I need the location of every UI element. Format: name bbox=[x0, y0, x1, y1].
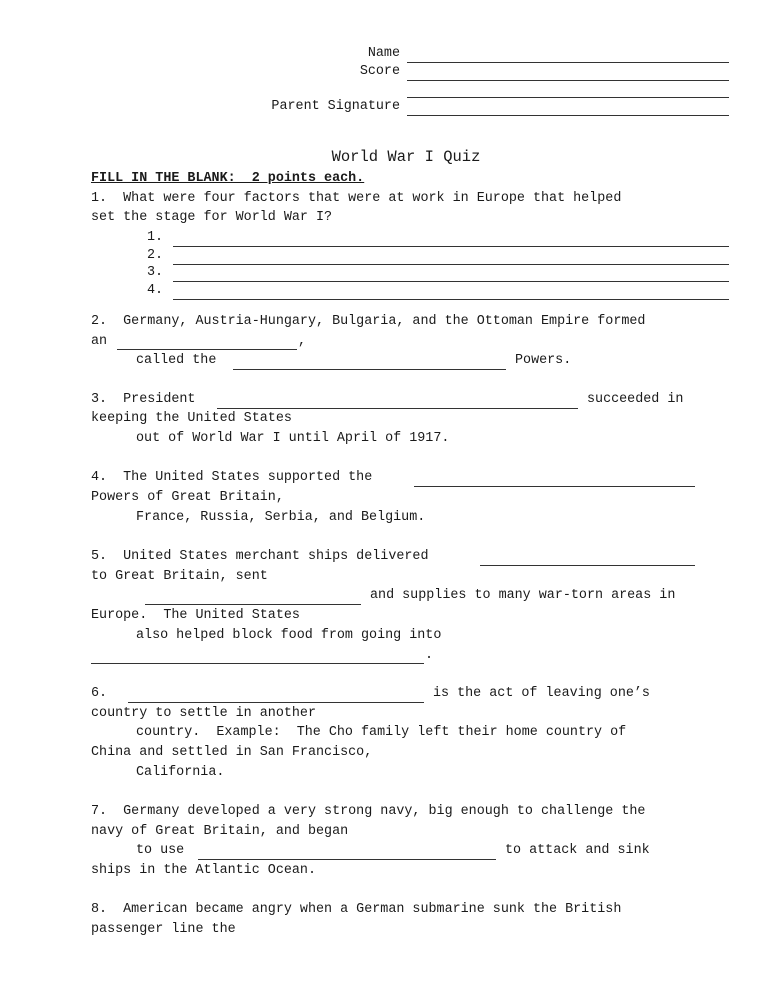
q3-line1-end: succeeded in bbox=[587, 392, 684, 407]
q5-line2: to Great Britain, sent bbox=[91, 569, 268, 584]
q4-line2: Powers of Great Britain, bbox=[91, 490, 284, 505]
q6-line2: country to settle in another bbox=[91, 706, 316, 721]
q7-line2: navy of Great Britain, and began bbox=[91, 824, 349, 839]
q5-blank-goods[interactable] bbox=[480, 565, 695, 566]
q8-line2: passenger line the bbox=[91, 922, 236, 937]
q6-blank-term[interactable] bbox=[128, 702, 424, 703]
score-blank[interactable] bbox=[407, 80, 729, 81]
page-title: World War I Quiz bbox=[331, 148, 481, 166]
q2-blank-powers[interactable] bbox=[233, 369, 506, 370]
q3-blank-president[interactable] bbox=[217, 408, 578, 409]
q5-line5: also helped block food from going into bbox=[136, 628, 442, 643]
q6-line3: country. Example: The Cho family left their home country of bbox=[136, 725, 627, 740]
q1-item-blank[interactable] bbox=[173, 264, 729, 265]
q6-line1-end: is the act of leaving one’s bbox=[433, 686, 650, 701]
q6-number: 6. bbox=[91, 686, 108, 701]
q1-item-label: 1. bbox=[147, 230, 164, 245]
q5-blank-sent[interactable] bbox=[145, 604, 361, 605]
q2-blank-alliance[interactable] bbox=[117, 349, 297, 350]
q6-line4: China and settled in San Francisco, bbox=[91, 745, 373, 760]
q2-line2-end: , bbox=[298, 334, 307, 349]
q1-item-blank[interactable] bbox=[173, 281, 729, 282]
q7-blank-weapon[interactable] bbox=[198, 859, 496, 860]
q7-line3-end: to attack and sink bbox=[505, 843, 650, 858]
score-label: Score bbox=[359, 64, 400, 79]
q5-line6: . bbox=[425, 648, 434, 663]
name-blank[interactable] bbox=[407, 62, 729, 63]
q7-line1: 7. Germany developed a very strong navy, big enough to challenge the bbox=[91, 804, 646, 819]
q3-line1-start: 3. President bbox=[91, 392, 196, 407]
q8-line1: 8. American became angry when a German submarine sunk the British bbox=[91, 902, 622, 917]
parent-signature-blank[interactable] bbox=[407, 115, 729, 116]
extra-blank[interactable] bbox=[407, 97, 729, 98]
q3-line3: out of World War I until April of 1917. bbox=[136, 431, 450, 446]
q5-line4: Europe. The United States bbox=[91, 608, 300, 623]
q5-line1: 5. United States merchant ships delivered bbox=[91, 549, 429, 564]
q1-item-label: 2. bbox=[147, 248, 164, 263]
q7-line4: ships in the Atlantic Ocean. bbox=[91, 863, 316, 878]
q5-line3: and supplies to many war-torn areas in bbox=[370, 588, 676, 603]
q3-line2: keeping the United States bbox=[91, 411, 292, 426]
q6-line5: California. bbox=[136, 765, 225, 780]
q5-blank-country[interactable] bbox=[91, 663, 424, 664]
q2-line1: 2. Germany, Austria-Hungary, Bulgaria, and the Ottoman Empire formed bbox=[91, 314, 646, 329]
q1-line1: 1. What were four factors that were at work in Europe that helped bbox=[91, 191, 622, 206]
q4-line1: 4. The United States supported the bbox=[91, 470, 373, 485]
q7-line3-start: to use bbox=[136, 843, 185, 858]
name-label: Name bbox=[367, 46, 400, 61]
q4-line3: France, Russia, Serbia, and Belgium. bbox=[136, 510, 426, 525]
q2-line3-end: Powers. bbox=[515, 353, 572, 368]
q2-line2-start: an bbox=[91, 334, 108, 349]
q4-blank[interactable] bbox=[414, 486, 695, 487]
parent-signature-label: Parent Signature bbox=[271, 99, 400, 114]
q1-item-label: 3. bbox=[147, 265, 164, 280]
q1-item-blank[interactable] bbox=[173, 299, 729, 300]
q2-line3-start: called the bbox=[136, 353, 217, 368]
q1-item-blank[interactable] bbox=[173, 246, 729, 247]
section-heading: FILL IN THE BLANK: 2 points each. bbox=[91, 171, 365, 186]
q1-line2: set the stage for World War I? bbox=[91, 210, 333, 225]
q1-item-label: 4. bbox=[147, 283, 164, 298]
